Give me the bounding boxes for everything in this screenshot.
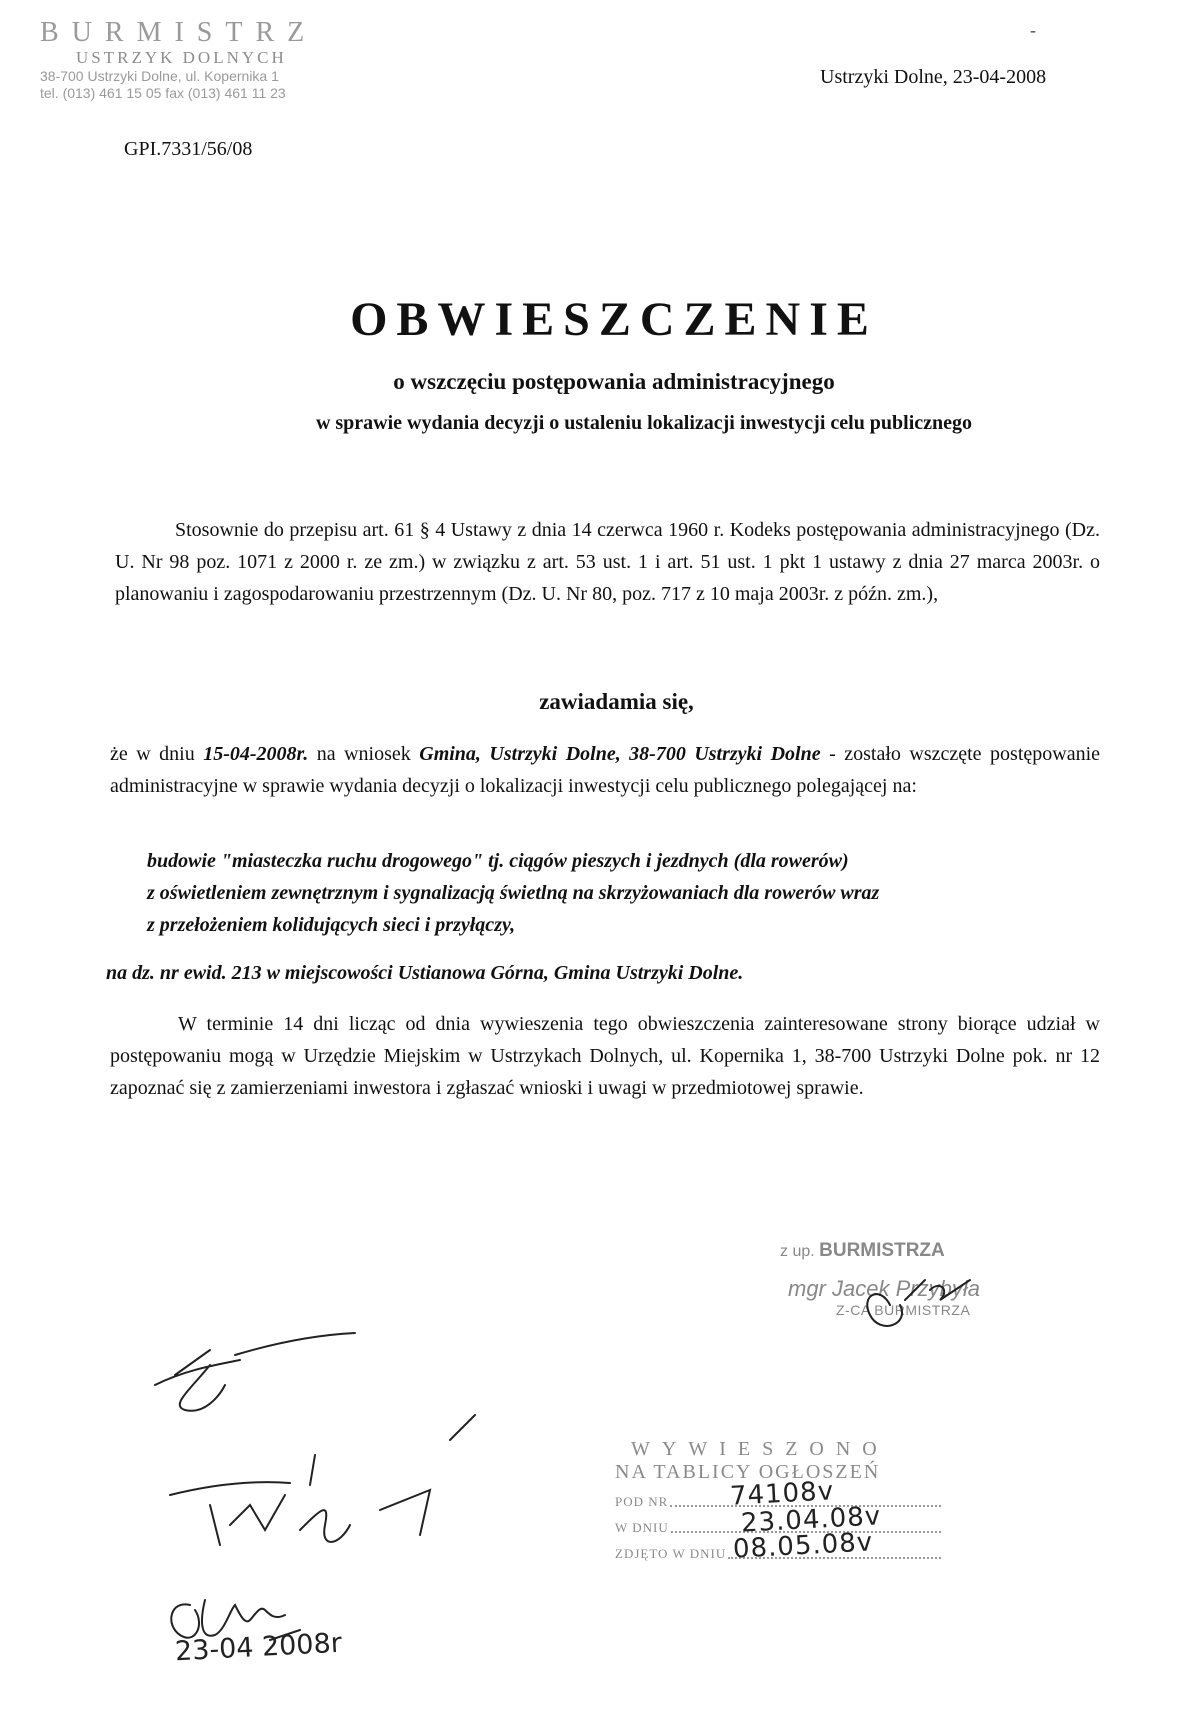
signature-scribble-3 <box>171 1600 300 1640</box>
signatory-role: Z-CA BURMISTRZA <box>836 1302 971 1318</box>
board-row-label: W DNIU <box>615 1520 669 1535</box>
corner-mark: - <box>1030 20 1036 40</box>
p2-text-2: na wniosek <box>308 743 420 765</box>
place-date: Ustrzyki Dolne, 23-04-2008 <box>820 66 1047 88</box>
board-title: WYWIESZONO <box>631 1438 889 1460</box>
paragraph-deadline: W terminie 14 dni licząc od dnia wywieszenia tego obwieszczenia zainteresowane strony biorące udział w postępowaniu mogą w Urzędzie Miejskim w Ustrzykach Dolnych, ul. Kopernika 1, 38-700 Ustrzyki Dolne pok. nr 12 zapoznać się z zamierzeniami inwestora i zgłaszać wnioski i uwagi w przedmiotowej sprawie. <box>110 1013 1100 1099</box>
office-label: BURMISTRZA <box>819 1240 945 1261</box>
p2-text-3: - zostało wszczęte postępowanie administracyjne w sprawie wydania decyzji o lokalizacji inwestycji celu publicznego polegającej na: <box>110 743 1101 797</box>
scope-line: z przełożeniem kolidujących sieci i przyłączy, <box>147 914 516 936</box>
document-subtitle: o wszczęciu postępowania administracyjnego <box>393 369 835 394</box>
handwritten-number: 74108v <box>729 1476 836 1512</box>
board-subtitle: NA TABLICY OGŁOSZEŃ <box>615 1461 881 1483</box>
document-title: OBWIESZCZENIE <box>350 293 878 346</box>
document-subtitle-2: w sprawie wydania decyzji o ustaleniu lokalizacji inwestycji celu publicznego <box>315 412 973 434</box>
stamp-phone: tel. (013) 461 15 05 fax (013) 461 11 23 <box>40 85 286 101</box>
stamp-title: BURMISTRZ <box>40 17 318 48</box>
signature-scribble-1 <box>155 1333 355 1411</box>
p2-text-1: że w dniu <box>110 743 204 765</box>
handwritten-date: 23-04 2008r <box>174 1627 343 1668</box>
handwritten-posted-date: 23.04.08v <box>740 1501 882 1539</box>
signatory-name: mgr Jacek Przybyła <box>788 1276 980 1301</box>
zup-label: z up. <box>780 1243 815 1260</box>
board-row-label: ZDJĘTO W DNIU <box>615 1546 727 1561</box>
investment-location: na dz. nr ewid. 213 w miejscowości Ustianowa Górna, Gmina Ustrzyki Dolne. <box>106 962 744 984</box>
applicant: Gmina, Ustrzyki Dolne, 38-700 Ustrzyki Dolne <box>419 743 821 765</box>
stamp-subtitle: USTRZYK DOLNYCH <box>76 48 287 67</box>
official-signature <box>867 1280 970 1326</box>
signature-scribble-2 <box>170 1415 475 1545</box>
paragraph-legal-basis: Stosownie do przepisu art. 61 § 4 Ustawy z dnia 14 czerwca 1960 r. Kodeks postępowania administracyjnego (Dz. U. Nr 98 poz. 1071 z 2000 r. ze zm.) w związku z art. 53 ust. 1 i art. 51 ust. 1 pkt 1 ustawy z dnia 27 marca 2003r. o planowaniu i zagospodarowaniu przestrzennym (Dz. U. Nr 80, poz. 717 z 10 maja 2003r. z późn. zm.), <box>115 519 1100 605</box>
scope-line: budowie "miasteczka ruchu drogowego" tj. ciągów pieszych i jezdnych (dla rowerów) <box>147 850 849 872</box>
handwritten-removed-date: 08.05.08v <box>732 1527 875 1565</box>
stamp-address: 38-700 Ustrzyki Dolne, ul. Kopernika 1 <box>40 68 279 84</box>
scope-line: z oświetleniem zewnętrznym i sygnalizacją świetlną na skrzyżowaniach dla rowerów wraz <box>147 882 880 904</box>
reference-number: GPI.7331/56/08 <box>124 138 253 160</box>
notice-heading: zawiadamia się, <box>539 689 694 714</box>
board-row-label: POD NR <box>615 1494 669 1509</box>
initiation-date: 15-04-2008r. <box>203 743 309 765</box>
